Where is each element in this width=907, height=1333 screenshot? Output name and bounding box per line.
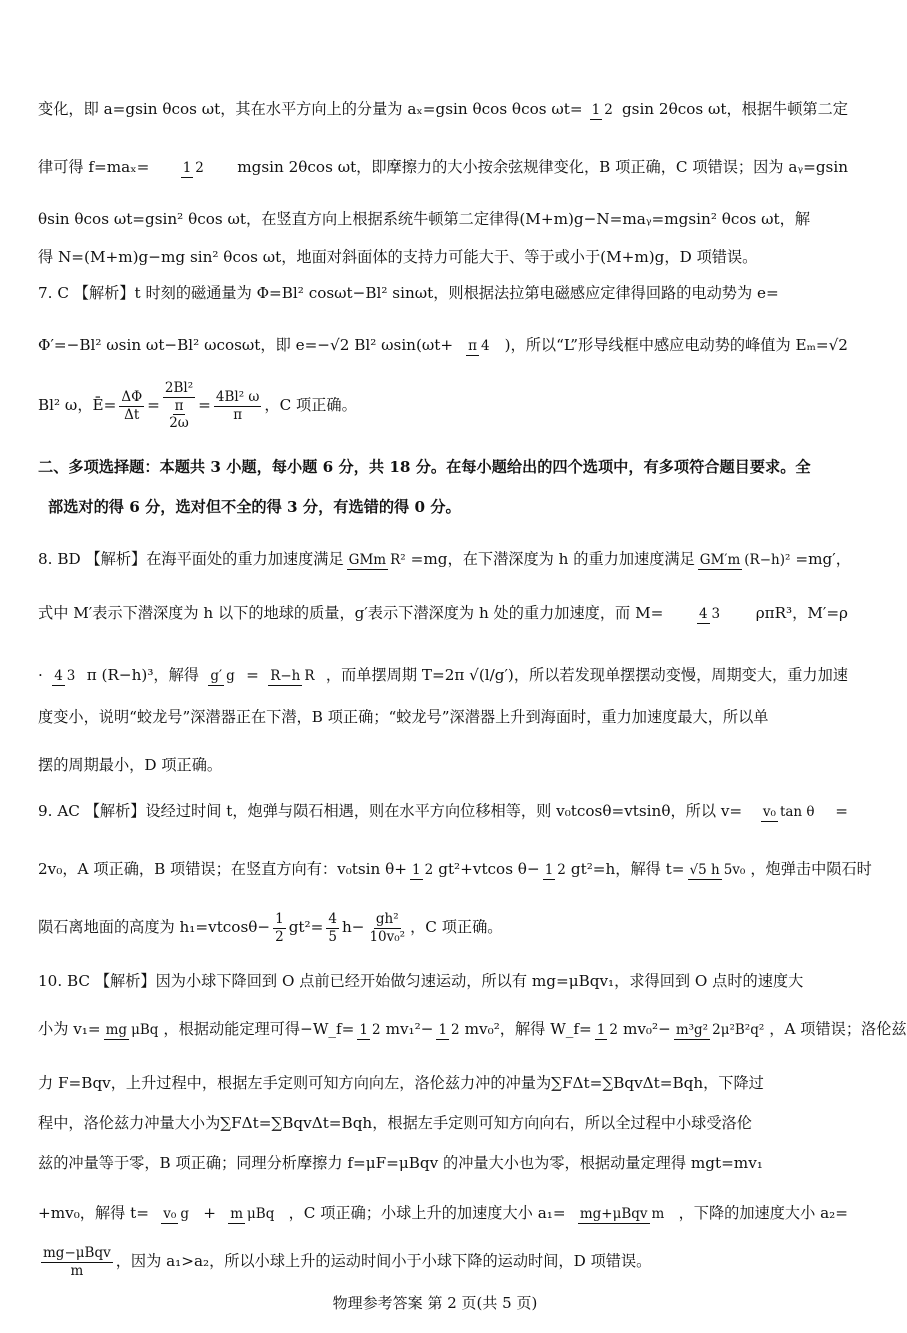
text-run: 兹的冲量等于零，B 项正确；同理分析摩擦力 f=μF=μBqv 的冲量大小也为零，根据动量定理得 mgt=mv₁ (38, 1154, 763, 1173)
fraction-numerator: 4Bl² ω (215, 389, 260, 406)
text-run: 力 F=Bqv，上升过程中，根据左手定则可知方向向左，洛伦兹力冲的冲量为∑FΔt=∑BqvΔt=Bqh，下降过 (38, 1074, 764, 1093)
text-run: = (147, 396, 160, 415)
fraction (208, 669, 236, 683)
fraction (104, 1023, 161, 1037)
fraction-numerator: 1 (182, 159, 192, 176)
text-line (38, 538, 851, 582)
text-run: = (246, 666, 259, 685)
fraction-numerator: mg+μBqv (579, 1205, 648, 1222)
text-run: =mg′， (795, 550, 851, 569)
text-line (38, 1102, 848, 1146)
fraction-numerator: 1 (275, 911, 284, 928)
fraction (436, 1023, 461, 1037)
fraction-numerator: 4 (54, 667, 63, 684)
text-run: · (38, 666, 43, 685)
fraction (595, 1023, 620, 1037)
text-run: 二、多项选择题：本题共 3 小题，每小题 6 分，共 18 分。在每小题给出的四个选项中，有多项符合题目要求。全 (38, 458, 811, 477)
text-run: ，因为 a₁>a₂，所以小球上升的运动时间小于小球下降的运动时间，D 项错误。 (115, 1252, 652, 1271)
fraction (543, 863, 568, 877)
text-line (38, 654, 848, 698)
fraction-denominator: 4 (480, 337, 490, 354)
text-run: =mg，在下潜深度为 h 的重力加速度满足 (410, 550, 695, 569)
fraction-numerator: 2Bl² (164, 380, 194, 397)
text-run: h− (341, 918, 365, 937)
text-run: gt²= (288, 918, 324, 937)
fraction (181, 161, 206, 175)
fraction-middle: π (174, 397, 184, 414)
text-line (38, 592, 848, 636)
text-run: ，炮弹击中陨石时 (750, 860, 872, 879)
fraction-numerator: √5 h (689, 861, 720, 878)
text-line (38, 88, 848, 132)
fraction-denominator: Δt (124, 406, 140, 423)
fraction-denominator: 2 (609, 1021, 618, 1038)
fraction (697, 607, 722, 621)
fraction-numerator: R−h (270, 667, 301, 684)
text-line (38, 960, 848, 1004)
text-line (38, 272, 848, 316)
fraction-numerator: 4 (698, 605, 708, 622)
fraction (161, 1207, 191, 1221)
fraction-denominator: 3 (711, 605, 721, 622)
text-run: = (835, 802, 848, 821)
fraction (273, 912, 286, 943)
fraction-numerator: v₀ (163, 1205, 177, 1222)
text-line (38, 790, 848, 834)
fraction (268, 669, 316, 683)
text-run: ρπR³，M′=ρ (755, 604, 848, 623)
text-run: 度变小，说明“蛟龙号”深潜器正在下潜，B 项正确；“蛟龙号”深潜器上升到海面时，重力加速度最大，所以单 (38, 708, 769, 727)
text-line (38, 696, 848, 740)
fraction (466, 339, 491, 353)
fraction-denominator: 2 (557, 861, 566, 878)
text-line (38, 146, 848, 190)
fraction-numerator: ΔΦ (121, 389, 143, 406)
fraction-numerator: 1 (544, 861, 554, 878)
fraction-denominator: m (651, 1205, 665, 1222)
text-run: Bl² ω，Ē= (38, 396, 117, 415)
text-line (38, 446, 848, 490)
text-line (38, 1062, 848, 1106)
text-run: 得 N=(M+m)g−mg sin² θcos ωt，地面对斜面体的支持力可能大于、等于或小于(M+m)g，D 项错误。 (38, 248, 758, 267)
fraction-denominator: 3 (66, 667, 76, 684)
fraction-numerator: g′ (210, 667, 223, 684)
page-footer: 物理参考答案 第 2 页(共 5 页) (332, 1294, 538, 1312)
fraction-numerator: m (230, 1205, 244, 1222)
text-line (38, 1142, 848, 1186)
text-run: gsin 2θcos ωt，根据牛顿第二定 (621, 100, 848, 119)
fraction-numerator: mg (105, 1021, 128, 1038)
text-line (38, 324, 848, 368)
text-run: ，C 项正确。 (410, 918, 503, 937)
text-line (38, 906, 848, 950)
text-run: 2v₀，A 项正确，B 项错误；在竖直方向有：v₀tsin θ+ (38, 860, 408, 879)
fraction-numerator: 1 (596, 1021, 606, 1038)
text-run: Φ′=−Bl² ωsin ωt−Bl² ωcosωt，即 e=−√2 Bl² ωsin(ωt+ (38, 336, 454, 355)
fraction-denominator: 2 (195, 159, 204, 176)
fraction-denominator: (R−h)² (744, 551, 791, 568)
fraction (761, 805, 817, 819)
text-run: + (203, 1204, 216, 1223)
fraction (228, 1207, 276, 1221)
fraction-numerator: 4 (328, 911, 337, 928)
fraction-numerator: gh² (375, 911, 399, 928)
fraction (590, 103, 615, 117)
fraction-denominator: g (226, 667, 235, 684)
fraction (688, 863, 748, 877)
fraction-denominator: 2μ²B²q² (712, 1021, 765, 1038)
fraction-numerator: GM′m (699, 551, 741, 568)
fraction-denominator: 2 (604, 101, 613, 118)
fraction-denominator: μBq (131, 1021, 159, 1038)
text-run: 变化，即 a=gsin θcos ωt，其在水平方向上的分量为 aₓ=gsin θcos θcos ωt= (38, 100, 583, 119)
text-run: 摆的周期最小，D 项正确。 (38, 756, 223, 775)
text-run: 陨石离地面的高度为 h₁=vtcosθ− (38, 918, 271, 937)
fraction (357, 1023, 382, 1037)
fraction (326, 912, 339, 943)
text-run: mv₀²，解得 W_f= (464, 1020, 592, 1039)
fraction-denominator: tan θ (779, 803, 815, 820)
text-run: ，而单摆周期 T=2π √(l/g′)，所以若发现单摆摆动变慢，周期变大，重力加速 (325, 666, 848, 685)
text-run: 10. BC 【解析】因为小球下降回到 O 点前已经开始做匀速运动，所以有 mg=μBqv₁，求得回到 O 点时的速度大 (38, 972, 804, 991)
fraction-denominator: 2 (275, 928, 284, 945)
text-run: 小为 v₁= (38, 1020, 101, 1039)
text-run: 式中 M′表示下潜深度为 h 以下的地球的质量，g′表示下潜深度为 h 处的重力加速度，而 M= (38, 604, 664, 623)
fraction (214, 390, 262, 421)
fraction-denominator: 5v₀ (723, 861, 746, 878)
text-line (48, 486, 848, 530)
fraction (347, 553, 408, 567)
fraction-numerator: 1 (412, 861, 421, 878)
text-run: π (R−h)³，解得 (86, 666, 199, 685)
text-run: gt²=h，解得 t= (570, 860, 685, 879)
text-run: ，C 项正确；小球上升的加速度大小 a₁= (288, 1204, 566, 1223)
fraction (578, 1207, 667, 1221)
text-run: 部选对的得 6 分，选对但不全的得 3 分，有选错的得 0 分。 (48, 498, 461, 517)
fraction-denominator: R² (390, 551, 406, 568)
text-run: ，C 项正确。 (264, 396, 357, 415)
text-run: mgsin 2θcos ωt，即摩擦力的大小按余弦规律变化，B 项正确，C 项错误；因为 aᵧ=gsin (237, 158, 848, 177)
fraction-denominator: μBq (247, 1205, 275, 1222)
text-run: ，根据动能定理可得−W_f= (163, 1020, 355, 1039)
fraction-numerator: mg−μBqv (43, 1245, 111, 1262)
fraction (52, 669, 77, 683)
fraction-numerator: π (468, 337, 477, 354)
fraction-numerator: v₀ (762, 803, 776, 820)
text-line (38, 744, 848, 788)
fraction-denominator: g (180, 1205, 189, 1222)
text-run: mv₁²− (385, 1020, 434, 1039)
fraction-denominator: π (233, 406, 243, 423)
fraction-denominator: 2 (371, 1021, 381, 1038)
fraction (674, 1023, 766, 1037)
fraction-denominator: 2 (424, 861, 434, 878)
text-run: 程中，洛伦兹力冲量大小为∑FΔt=∑BqvΔt=Bqh，根据左手定则可知方向向右，所以全过程中小球受洛伦 (38, 1114, 752, 1133)
fraction-denominator: 10v₀² (369, 928, 406, 945)
text-run: gt²+vtcos θ− (438, 860, 540, 879)
fraction-numerator: m³g² (675, 1021, 709, 1038)
fraction-denominator: 2 (451, 1021, 460, 1038)
text-line (38, 1240, 848, 1284)
text-line (38, 1008, 907, 1052)
text-line (38, 848, 872, 892)
fraction-numerator: 1 (359, 1021, 368, 1038)
text-run: θsin θcos ωt=gsin² θcos ωt，在竖直方向上根据系统牛顿第二定律得(M+m)g−N=maᵧ=mgsin² θcos ωt，解 (38, 210, 811, 229)
fraction (410, 863, 435, 877)
text-run: 9. AC 【解析】设经过时间 t，炮弹与陨石相遇，则在水平方向位移相等，则 v₀tcosθ=vtsinθ，所以 v= (38, 802, 743, 821)
compound-fraction (163, 381, 195, 431)
fraction (367, 912, 407, 943)
fraction-numerator: 1 (591, 101, 601, 118)
text-run: )，所以“L”形导线框中感应电动势的峰值为 Eₘ=√2 (504, 336, 848, 355)
text-line (38, 380, 848, 432)
fraction-denominator: m (70, 1262, 84, 1279)
text-run: +mv₀，解得 t= (38, 1204, 150, 1223)
fraction (119, 390, 144, 421)
text-run: 律可得 f=maₓ= (38, 158, 150, 177)
fraction (698, 553, 793, 567)
text-run: mv₀²− (622, 1020, 671, 1039)
text-run: ，下降的加速度大小 a₂= (678, 1204, 848, 1223)
fraction-numerator: GMm (348, 551, 387, 568)
text-run: ，A 项错误；洛伦兹 (769, 1020, 907, 1039)
fraction (41, 1246, 113, 1277)
fraction-numerator: 1 (438, 1021, 448, 1038)
text-run: 8. BD 【解析】在海平面处的重力加速度满足 (38, 550, 344, 569)
text-run: = (198, 396, 211, 415)
fraction-denominator: R (304, 667, 315, 684)
fraction-denominator: 5 (328, 928, 337, 945)
text-run: 7. C 【解析】t 时刻的磁通量为 Φ=Bl² cosωt−Bl² sinωt，则根据法拉第电磁感应定律得回路的电动势为 e= (38, 284, 779, 303)
fraction-denominator: 2ω (169, 415, 189, 432)
text-line (38, 1192, 848, 1236)
